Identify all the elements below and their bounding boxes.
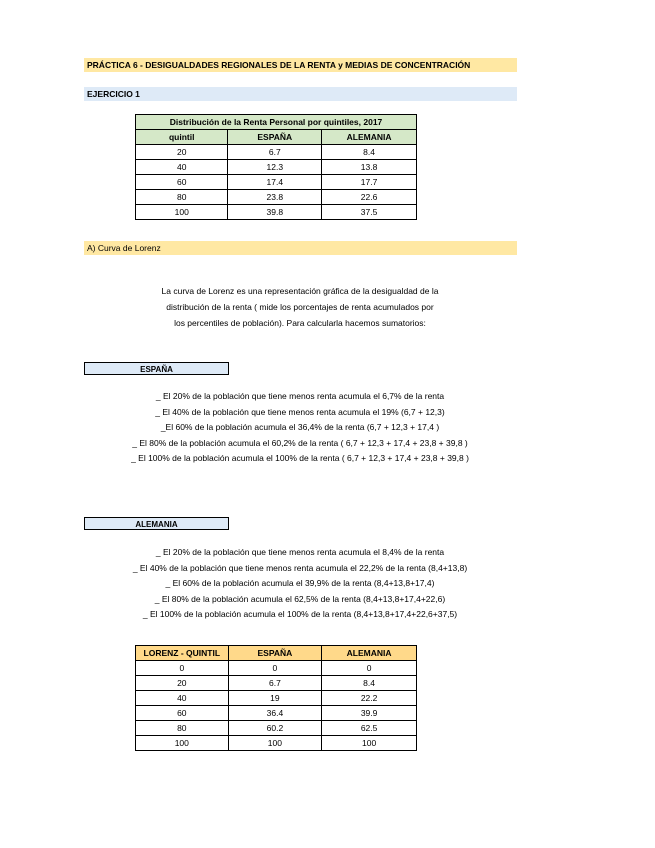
- paragraph-line: los percentiles de población). Para calcularla hacemos sumatorios:: [174, 318, 426, 328]
- column-header: ESPAÑA: [228, 130, 322, 145]
- table-row: [136, 706, 417, 721]
- espana-line: _El 60% de la población acumula el 36,4% de la renta (6,7 + 12,3 + 17,4 ): [160, 422, 440, 432]
- column-header: LORENZ - QUINTIL: [136, 646, 229, 661]
- alemania-line: _ El 100% de la población acumula el 100% de la renta (8,4+13,8+17,4+22,6+37,5): [142, 609, 458, 619]
- table-row: [136, 175, 417, 190]
- alemania-line: _ El 20% de la población que tiene menos renta acumula el 8,4% de la renta: [155, 547, 445, 557]
- table-cell: 17.7: [322, 175, 417, 190]
- espana-lines: [95, 389, 505, 467]
- table-caption: Distribución de la Renta Personal por quintiles, 2017: [136, 115, 417, 130]
- table-cell: 80: [136, 190, 228, 205]
- table-row: [136, 190, 417, 205]
- paragraph-line: distribución de la renta ( mide los porcentajes de renta acumulados por: [166, 302, 434, 312]
- table-cell: 23.8: [228, 190, 322, 205]
- table-row: [136, 661, 417, 676]
- table-cell: 39.8: [228, 205, 322, 220]
- table-cell: 62.5: [322, 721, 417, 736]
- table-cell: 36.4: [228, 706, 322, 721]
- alemania-label: ALEMANIA: [84, 517, 229, 530]
- section-a-title: A) Curva de Lorenz: [84, 241, 517, 255]
- lorenz-table: [135, 645, 417, 751]
- table-body: [136, 661, 417, 751]
- table-cell: 6.7: [228, 145, 322, 160]
- alemania-line: _ El 80% de la población acumula el 62,5% de la renta (8,4+13,8+17,4+22,6): [154, 593, 446, 604]
- table-cell: 60: [136, 175, 228, 190]
- column-header: quintil: [136, 130, 228, 145]
- table-cell: 80: [136, 721, 229, 736]
- table-cell: 100: [322, 736, 417, 751]
- column-header: ALEMANIA: [322, 130, 417, 145]
- table-cell: 100: [228, 736, 322, 751]
- table-cell: 6.7: [228, 676, 322, 691]
- table-cell: 19: [228, 691, 322, 706]
- table-cell: 100: [136, 736, 229, 751]
- table-row: [136, 721, 417, 736]
- espana-line: _ El 80% de la población acumula el 60,2% de la renta ( 6,7 + 12,3 + 17,4 + 23,8 + 39,8 ): [132, 437, 468, 448]
- table-row: [136, 676, 417, 691]
- table-cell: 0: [228, 661, 322, 676]
- column-header: ALEMANIA: [322, 646, 417, 661]
- column-header: ESPAÑA: [228, 646, 322, 661]
- table-cell: 40: [136, 691, 229, 706]
- table-row: [136, 160, 417, 175]
- alemania-line: _ El 40% de la población que tiene menos renta acumula el 22,2% de la renta (8,4+13,8): [132, 562, 468, 573]
- table-cell: 12.3: [228, 160, 322, 175]
- table-cell: 8.4: [322, 145, 417, 160]
- espana-line: _ El 20% de la población que tiene menos renta acumula el 6,7% de la renta: [155, 391, 445, 401]
- practice-title: PRÁCTICA 6 - DESIGUALDADES REGIONALES DE LA RENTA y MEDIAS DE CONCENTRACIÓN: [84, 58, 517, 72]
- table-body: [136, 145, 417, 220]
- table-row: [136, 145, 417, 160]
- income-distribution-table: [135, 114, 417, 220]
- table-cell: 100: [136, 205, 228, 220]
- lorenz-description: [120, 283, 480, 331]
- table-row: [136, 205, 417, 220]
- table-cell: 22.6: [322, 190, 417, 205]
- table-cell: 13.8: [322, 160, 417, 175]
- paragraph-line: La curva de Lorenz es una representación gráfica de la desigualdad de la: [161, 286, 439, 296]
- espana-line: _ El 40% de la población que tiene menos renta acumula el 19% (6,7 + 12,3): [155, 406, 445, 417]
- table-cell: 20: [136, 676, 229, 691]
- exercise-heading: EJERCICIO 1: [84, 87, 517, 101]
- table-cell: 60.2: [228, 721, 322, 736]
- table-cell: 0: [322, 661, 417, 676]
- table-cell: 39.9: [322, 706, 417, 721]
- table-cell: 20: [136, 145, 228, 160]
- table-cell: 37.5: [322, 205, 417, 220]
- espana-label: ESPAÑA: [84, 362, 229, 375]
- table-cell: 22.2: [322, 691, 417, 706]
- table-cell: 8.4: [322, 676, 417, 691]
- alemania-lines: [95, 545, 505, 623]
- table-row: [136, 736, 417, 751]
- table-row: [136, 691, 417, 706]
- table-cell: 60: [136, 706, 229, 721]
- table-cell: 40: [136, 160, 228, 175]
- alemania-line: _ El 60% de la población acumula el 39,9% de la renta (8,4+13,8+17,4): [165, 578, 435, 588]
- espana-line: _ El 100% de la población acumula el 100% de la renta ( 6,7 + 12,3 + 17,4 + 23,8 + 39,8 ): [131, 453, 469, 463]
- table-cell: 0: [136, 661, 229, 676]
- table-cell: 17.4: [228, 175, 322, 190]
